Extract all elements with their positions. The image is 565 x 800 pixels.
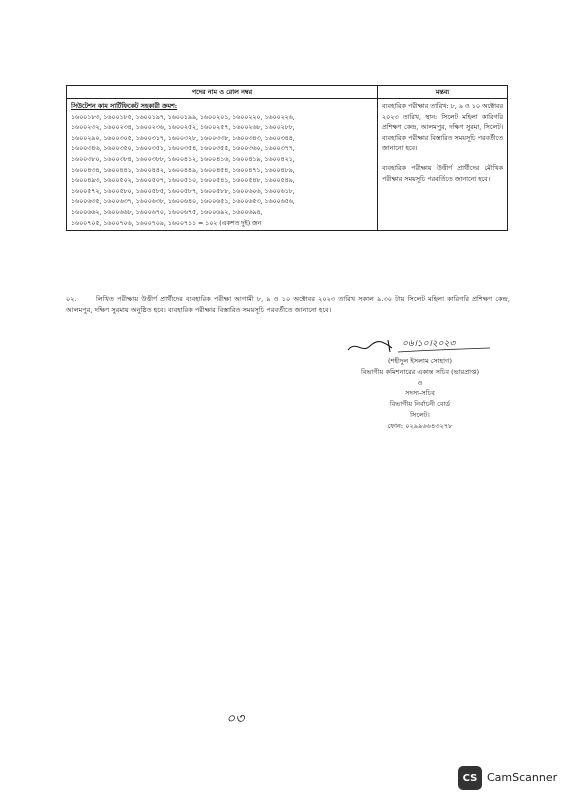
signatory-board: বিভাগীয় নির্বাচনী বোর্ড (389, 400, 451, 409)
header-post-and-roll: পদের নাম ও রোল নম্বর (67, 86, 378, 99)
roll-line: ১৬০০৪৯৩, ১৬০০৫০২, ১৬০০৫০৭, ১৬০০৫১০, ১৬০০৫৪১, ১৬০০৫৪৮, ১৬০০৫৪৯, (71, 176, 295, 185)
note-text: লিখিত পরীক্ষায় উত্তীর্ণ প্রার্থীদের ব্যবহারিক পরীক্ষা আগামী ৮, ৯ ও ১০ অক্টোবর ২০২৩ তারিখ সকাল ৯.৩০ টায় সিলেট মহিলা কারিগরি প্রশিক্ষণ কেন্দ্র, আলমপুর, দক্ষিণ সুরমায় অনুষ্ঠিত হবে। ব্যবহারিক পরীক্ষার বিস্তারিত সময়সূচি পরবর্তীতে জানানো হবে। (66, 295, 510, 314)
signatory-phone: ফোন: ০২৯৯৬৬৪৩২৭৮ (387, 421, 453, 430)
page-number: ০৩ (226, 711, 245, 727)
roll-line: ১৬০০৫৭২, ১৬০০৫৮০, ১৬০০৫৮৫, ১৬০০৫৮৭, ১৬০০৫৮৮, ১৬০০৬০৬, ১৬০০৬১৮, (71, 186, 295, 195)
header-remarks: মন্তব্য (378, 86, 508, 99)
signatory-and: ও (417, 378, 423, 387)
remark-viva-exam: ব্যবহারিক পরীক্ষায় উত্তীর্ণ প্রার্থীদের মৌখিক পরীক্ষার সময়সূচি পরবর্তিতে জানানো হবে। (382, 163, 503, 183)
roll-line: ১৬০০১৮৩, ১৬০০১৮৫, ১৬০০১৯৭, ১৬০০১৯৯, ১৬০০২০১, ১৬০০২২০, ১৬০০২২৬, (71, 112, 295, 121)
roll-line: ১৬০০২৩২, ১৬০০২৩৪, ১৬০০২৩৬, ১৬০০২৫২, ১৬০০২৫৭, ১৬০০২৬৮, ১৬০০২৮৮, (71, 123, 295, 132)
signatory-designation: বিভাগীয় কমিশনারের একান্ত সচিব (ভারপ্রাপ্ত) (360, 367, 480, 376)
roll-cell (67, 99, 378, 231)
signature-date: ০৬।১০।২০২৩ (402, 339, 456, 349)
roll-line: ১৬০০৬৩৫, ১৬০০৬৩৭, ১৬০০৬৩৮, ১৬০০৬৪০, ১৬০০৬৫১, ১৬০০৬৫৩, ১৬০০৬৫৬, (71, 197, 295, 206)
table-row (67, 99, 508, 231)
signatory-name: (শহীদুল ইসলাম সোহাগ) (388, 357, 452, 365)
practical-exam-note (66, 294, 510, 315)
roll-line: ১৬০০৪৩৪, ১৬০০৪৪১, ১৬০০৪৪২, ১৬০০৪৪৯, ১৬০০৪৫৪, ১৬০০৪৭১, ১৬০০৪৮৯, (71, 165, 295, 174)
roll-line: ১৬০০৬৬২, ১৬০০৬৬৮, ১৬০০৬৭০, ১৬০০৬৭৫, ১৬০০৬৯২, ১৬০০৬৯৪, (71, 207, 263, 216)
remark-practical-exam: ব্যবহারিক পরীক্ষার তারিখ: ৮, ৯ ও ১০ অক্টোবর ২০২৩ তারিখ, স্থান: সিলেট মহিলা কারিগরি প্রশিক্ষণ কেন্দ্র, আলমপুর, দক্ষিণ সুরমা, সিলেট। ব্যবহারিক পরীক্ষার বিস্তারিত সময়সূচি পরবর্তীতে জানানো হবে। (382, 102, 503, 153)
remarks-cell (378, 99, 508, 231)
roll-line: ১৬০০২৯০, ১৬০০৩০৫, ১৬০০৩১৭, ১৬০০৩২৮, ১৬০০৩৩৮, ১৬০০৩৪৩, ১৬০০৩৪৪, (71, 133, 295, 142)
result-table (66, 85, 508, 231)
signatory-city: সিলেট। (410, 410, 430, 419)
signatory-role: সদস্য-সচিব (405, 389, 435, 398)
camscanner-label: CamScanner (487, 771, 558, 784)
camscanner-logo-icon: CS (458, 766, 482, 790)
roll-line: ১৬০০৩৪৬, ১৬০০৩৫০, ১৬০০৩৫১, ১৬০০৩৫৪, ১৬০০৩৫৫, ১৬০০৩৬০, ১৬০০৩৭৭, (71, 144, 295, 153)
handwritten-signature (340, 336, 500, 356)
signature-block (340, 336, 500, 432)
note-number: ০২. (66, 295, 77, 303)
roll-line: ১৬০০৭০৫, ১৬০০৭০৬, ১৬০০৭০৯, ১৬০০৭১১ = ১০২ (একশত দুই) জন (71, 218, 262, 227)
roll-line: ১৬০০৩৮০, ১৬০০৩৮৪, ১৬০০৩৮৮, ১৬০০৪১২, ১৬০০৪১৬, ১৬০০৪১৯, ১৬০০৪২১, (71, 154, 295, 163)
table-header-row (67, 86, 508, 99)
post-title: সিউটেশন কাম সার্টিফিকেট সহকারী ক্রমশ: (71, 102, 178, 110)
